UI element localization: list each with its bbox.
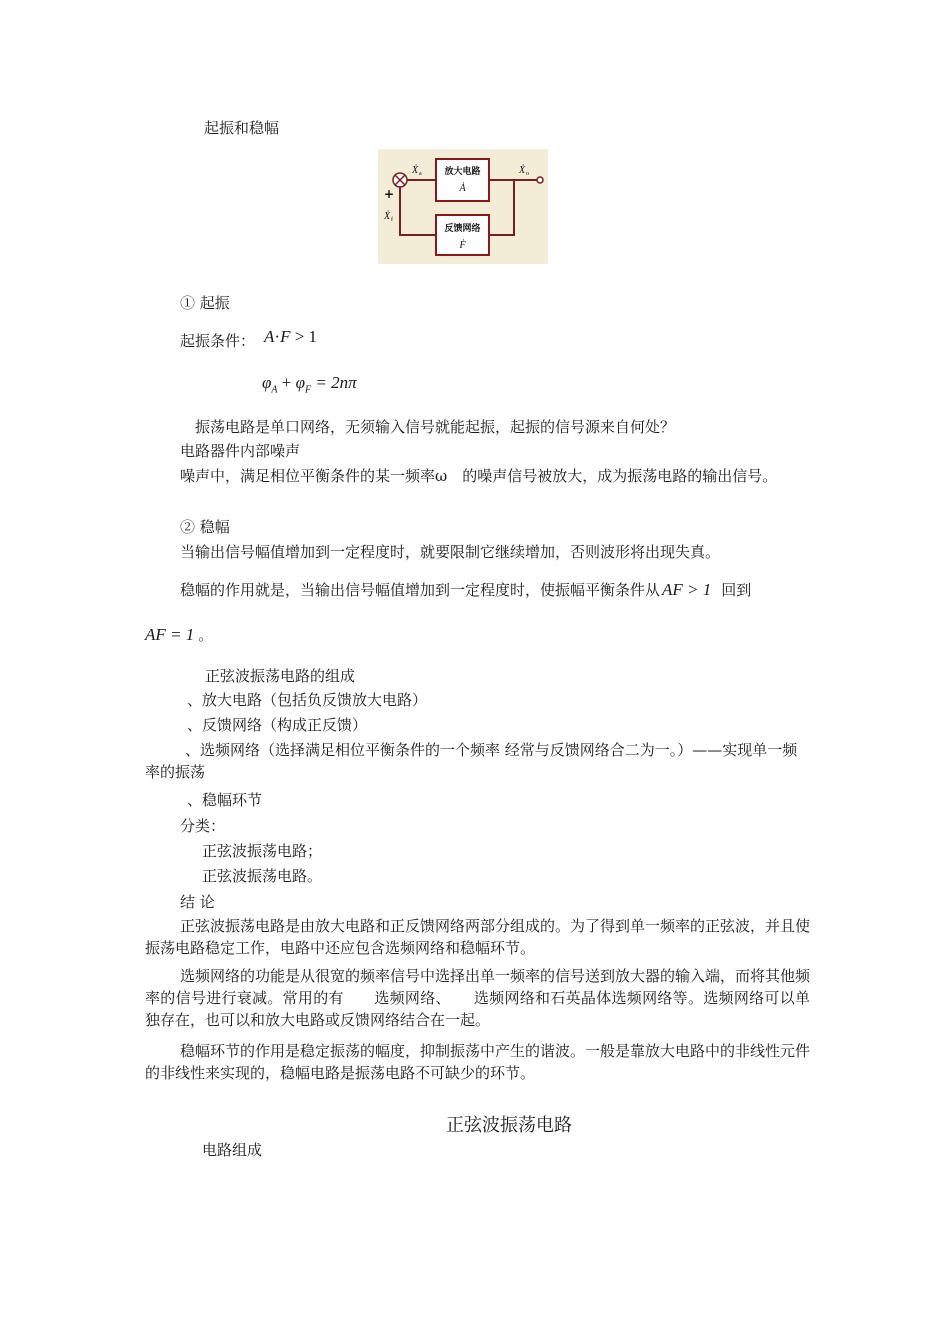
stabilization-p2 bbox=[180, 579, 751, 601]
feedback-signal-subscript: f bbox=[391, 217, 393, 223]
composition-item-feedback: 、反馈网络（构成正反馈） bbox=[187, 716, 368, 734]
classification-item-2: 正弦波振荡电路。 bbox=[202, 867, 323, 885]
conclusion-label: 结 论 bbox=[180, 893, 215, 911]
conclusion-p3: 稳幅环节的作用是稳定振荡的幅度，抑制振荡中产生的谐波。一般是靠放大电路中的非线性元件的非线性来实现的，稳幅电路是振荡电路不可缺少的环节。 bbox=[145, 1042, 811, 1082]
startup-condition-label: 起振条件： bbox=[180, 332, 256, 350]
composition-item-frequency-select: 、选频网络（选择满足相位平衡条件的一个频率 经常与反馈网络合二为一。）——实现单一频率的振荡 bbox=[145, 741, 798, 781]
item-startup: ① 起振 bbox=[180, 294, 230, 312]
stabilization-p2-text-end: 回到 bbox=[721, 581, 752, 599]
stabilization-p2-math: AF > 1 bbox=[662, 580, 712, 599]
feedback-symbol: Ḟ bbox=[459, 240, 466, 251]
stabilization-p1: 当输出信号幅值增加到一定程度时，就要限制它继续增加，否则波形将出现失真。 bbox=[180, 543, 721, 561]
math-eq-2npi: = 2nπ bbox=[311, 373, 357, 392]
composition-item-amplifier: 、放大电路（包括负反馈放大电路） bbox=[187, 691, 428, 709]
math-sub-f: F bbox=[305, 384, 312, 396]
question-signal-source: 振荡电路是单口网络，无须输入信号就能起振，起振的信号源来自何处？ bbox=[195, 418, 676, 436]
input-signal-subscript: a bbox=[419, 171, 422, 177]
composition-item-stabilizer: 、稳幅环节 bbox=[187, 791, 263, 809]
math-phi-a: φ bbox=[262, 373, 272, 392]
conclusion-p2: 选频网络的功能是从很宽的频率信号中选择出单一频率的信号送到放大器的输入端，而将其他频率的信号进行衰减。常用的有 选频网络、 选频网络和石英晶体选频网络等。选频网络可以单独存在，也可以和放大电路或反馈网络结合在一起。 bbox=[145, 967, 811, 1029]
stabilization-p3-end: 。 bbox=[198, 626, 214, 644]
amplifier-block bbox=[436, 159, 489, 201]
input-signal-label: Ẋ bbox=[412, 165, 419, 176]
item-stabilization: ② 稳幅 bbox=[180, 518, 230, 536]
summing-junction bbox=[393, 173, 407, 187]
math-phi-f: φ bbox=[295, 373, 306, 392]
output-signal-label: Ẋ bbox=[519, 165, 526, 176]
feedback-signal-label: Ẋ bbox=[384, 211, 391, 222]
classification-label: 分类： bbox=[180, 817, 226, 835]
section2-title: 正弦波振荡电路 bbox=[446, 1115, 572, 1136]
answer-internal-noise: 电路器件内部噪声 bbox=[180, 442, 301, 460]
math-dot: · bbox=[274, 327, 281, 346]
stabilization-p3 bbox=[145, 624, 213, 646]
amplifier-label: 放大电路 bbox=[444, 167, 481, 177]
math-plus: + bbox=[277, 373, 296, 392]
feedback-label: 反馈网络 bbox=[444, 224, 481, 234]
section2-subheading: 电路组成 bbox=[202, 1141, 263, 1159]
classification-item-1: 正弦波振荡电路； bbox=[202, 842, 323, 860]
output-signal-subscript: o bbox=[526, 171, 529, 177]
stabilization-p3-math: AF = 1 bbox=[145, 625, 195, 644]
feedback-block-diagram bbox=[378, 149, 548, 264]
math-sub-a: A bbox=[271, 384, 278, 396]
noise-explanation: 噪声中，满足相位平衡条件的某一频率ω 的噪声信号被放大，成为振荡电路的输出信号。 bbox=[180, 467, 778, 485]
math-a: A bbox=[264, 327, 275, 346]
plus-sign: + bbox=[384, 187, 395, 201]
amplifier-symbol: Ȧ bbox=[459, 183, 466, 194]
composition-heading: 正弦波振荡电路的组成 bbox=[205, 667, 356, 685]
output-terminal bbox=[537, 177, 543, 183]
section-heading-startup-stabilization: 起振和稳幅 bbox=[204, 119, 280, 137]
stabilization-p2-text: 稳幅的作用就是，当输出信号幅值增加到一定程度时，使振幅平衡条件从 bbox=[180, 581, 661, 599]
math-gt-one: > 1 bbox=[290, 327, 318, 346]
startup-condition-phase bbox=[262, 373, 357, 395]
startup-condition-amplitude bbox=[264, 327, 317, 347]
conclusion-p1: 正弦波振荡电路是由放大电路和正反馈网络两部分组成的。为了得到单一频率的正弦波，并且使振荡电路稳定工作，电路中还应包含选频网络和稳幅环节。 bbox=[145, 917, 811, 957]
math-f: F bbox=[280, 327, 291, 346]
